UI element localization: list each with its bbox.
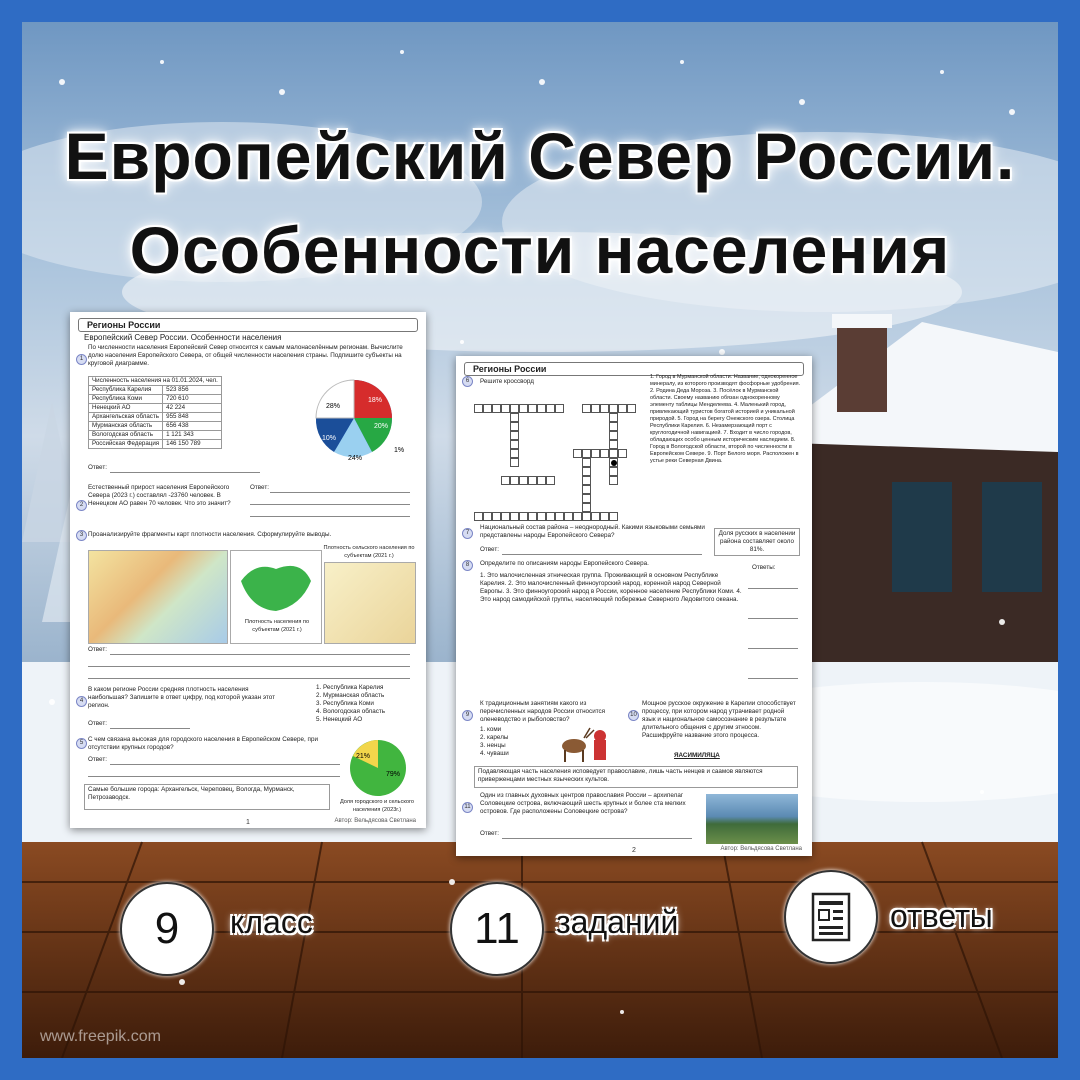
task9-options bbox=[480, 726, 509, 758]
table-row: Вологодская область 1 121 343 bbox=[89, 431, 222, 440]
task10-text: Мощное русское окружение в Карелии способствует процессу, при котором народ утрачивает родной язык и национальное самосознание в результате длительного общения с другим этносом. Расшифруйте название этого процесса. bbox=[642, 700, 796, 739]
page-number: 1 bbox=[246, 819, 250, 826]
answer-line[interactable] bbox=[88, 776, 340, 777]
pie-label: 18% bbox=[368, 397, 383, 404]
answer-label: Ответ: bbox=[88, 720, 107, 727]
task-number-7: 7 bbox=[462, 528, 473, 539]
answer-line[interactable] bbox=[748, 588, 798, 589]
answer-line[interactable] bbox=[250, 504, 410, 505]
map-title-left: Плотность населения по субъектам (2021 г.) bbox=[244, 619, 310, 633]
sheet-header: Регионы России bbox=[464, 362, 804, 376]
answer-line[interactable] bbox=[88, 678, 410, 679]
religion-note: Подавляющая часть населения исповедует православие, лишь часть ненцев и саамов являются приверженцами местных языческих культов. bbox=[478, 768, 763, 783]
table-row: Российская Федерация 146 150 789 bbox=[89, 440, 222, 449]
option-item: 1. коми bbox=[480, 726, 502, 733]
solovetsky-photo bbox=[706, 794, 798, 844]
pie-label: 28% bbox=[326, 403, 341, 410]
donut-label: 79% bbox=[386, 771, 401, 778]
task2-text: Естественный прирост населения Европейского Севера (2023 г.) составлял -23760 человек. В Ненецком АО равен 70 человек. Что это значит? bbox=[88, 484, 231, 507]
density-map-1 bbox=[88, 550, 228, 644]
answers-label: Ответы: bbox=[752, 564, 776, 571]
table-row: Архангельская область 955 848 bbox=[89, 413, 222, 422]
answers-badge bbox=[784, 870, 878, 964]
task11-text: Один из главных духовных центров православия России – архипелаг Соловецкие острова, включающий шесть крупных и более ста мелких островов. Где расположены Соловецкие острова? bbox=[480, 792, 686, 815]
task-number-6: 6 bbox=[462, 376, 473, 387]
task4-options bbox=[316, 684, 385, 724]
answer-line[interactable] bbox=[110, 764, 340, 765]
sheet-header: Регионы России bbox=[78, 318, 418, 332]
sheet-subtitle: Европейский Север России. Особенности населения bbox=[84, 333, 282, 342]
task-number-2: 2 bbox=[76, 500, 87, 511]
donut-label: 21% bbox=[356, 753, 371, 760]
task4-text: В каком регионе России средняя плотность населения наибольшая? Запишите в ответ цифру, под которой указан этот регион. bbox=[88, 686, 275, 709]
pie-label: 20% bbox=[374, 423, 389, 430]
answer-label: Ответ: bbox=[250, 484, 269, 491]
pie-label: 1% bbox=[394, 447, 405, 454]
task-number-4: 4 bbox=[76, 696, 87, 707]
reindeer-herder-illustration bbox=[556, 724, 612, 764]
task8-descriptions: 1. Это малочисленная этническая группа. Проживающий в основном Республике Карелия. 2. Это малочисленный финноугорский народ, коренной народ Северной Европы. 3. Это финноугорский народ в России, коренное население Республики Коми. 4. Это народ самодийской группы, населяющий побережье Северного Ледовитого океана. bbox=[480, 572, 742, 603]
grade-label: класс bbox=[230, 904, 313, 940]
answer-line[interactable] bbox=[748, 648, 798, 649]
tasks-count-label: заданий bbox=[556, 904, 679, 940]
pie-chart bbox=[294, 370, 414, 470]
task5-text: С чем связана высокая для городского населения в Европейском Севере, при отсутствии крупных городов? bbox=[88, 736, 318, 751]
tasks-count-value: 11 bbox=[474, 904, 520, 953]
tasks-count-badge bbox=[450, 882, 544, 976]
worksheet-page-1 bbox=[70, 312, 426, 828]
task-number-1: 1 bbox=[76, 354, 87, 365]
option-item: 4. Вологодская область bbox=[316, 708, 386, 715]
answer-label: Ответ: bbox=[480, 546, 499, 553]
grade-badge bbox=[120, 882, 214, 976]
option-item: 5. Ненецкий АО bbox=[316, 716, 363, 723]
task9-text: К традиционным занятиям какого из перечисленных народов России относится оленеводство и рыболовство? bbox=[480, 700, 606, 723]
crossword-clues: 1. Город в Мурманской области. Название, однокоренное минералу, из которого производят фосфорные удобрения. 2. Родина Деда Мороза. 3. Посёлок в Мурманской области. Своему названию обязан однокоренному элементу таблицы Менделеева. 4. Маленький город, привлекающий туристов богатой историей и уникальной природой. 5. Город на берегу Онежского озера. Столица Республики Карелия. 6. Незамерзающий порт с круглогодичной навигацией. 7. Входит в число городов, обладающих особо ценным историческим наследием. 8. Город в Вологодской области, второй по численности в Европейском Севере. 9. Порт Белого моря. Расположен в устье реки Северная Двина. bbox=[650, 374, 801, 464]
donut-caption: Доля городского и сельского населения (2023г.) bbox=[339, 799, 415, 813]
task6-text: Решите кроссворд bbox=[480, 378, 534, 385]
answer-label: Ответ: bbox=[88, 464, 107, 471]
document-icon bbox=[811, 892, 851, 942]
task-number-5: 5 bbox=[76, 738, 87, 749]
density-map-3 bbox=[324, 562, 416, 644]
task-number-10: 10 bbox=[628, 710, 639, 721]
option-item: 3. Республика Коми bbox=[316, 700, 374, 707]
task7-note: Доля русских в населении района составляет около 81%. bbox=[718, 530, 796, 553]
page-number: 2 bbox=[632, 847, 636, 854]
author-credit: Автор: Вельдясова Светлана bbox=[720, 846, 802, 852]
table-row: Мурманская область 656 438 bbox=[89, 422, 222, 431]
option-item: 4. чуваши bbox=[480, 750, 509, 757]
task1-text: По численности населения Европейский Север относится к самым малонаселённым регионам. Вычислите долю населения Европейского Севера, от общей численности населения страны. Подпишите субъекты на круговой диаграмме. bbox=[88, 344, 403, 367]
answer-line[interactable] bbox=[270, 492, 410, 493]
table-row: Республика Коми 720 610 bbox=[89, 395, 222, 404]
answer-line[interactable] bbox=[110, 654, 410, 655]
map-title-right: Плотность сельского населения по субъектам (2021 г.) bbox=[323, 545, 415, 559]
option-item: 3. ненцы bbox=[480, 742, 506, 749]
task10-scrambled-word: ЯАСИМИЛЯЦА bbox=[674, 752, 720, 759]
grade-value: 9 bbox=[154, 904, 180, 953]
task8-text: Определите по описаниям народы Европейского Севера. bbox=[480, 560, 649, 567]
task7-text: Национальный состав района – неоднородный. Какими языковыми семьями представлены народы Европейского Севера? bbox=[480, 524, 705, 539]
table-row: Республика Карелия 523 856 bbox=[89, 386, 222, 395]
donut-chart bbox=[346, 736, 410, 800]
option-item: 2. Мурманская область bbox=[316, 692, 385, 699]
answer-line[interactable] bbox=[250, 516, 410, 517]
task-number-8: 8 bbox=[462, 560, 473, 571]
task-number-3: 3 bbox=[76, 530, 87, 541]
task-number-9: 9 bbox=[462, 710, 473, 721]
task5-note: Самые большие города: Архангельск, Череповец, Вологда, Мурманск, Петрозаводск. bbox=[88, 786, 295, 801]
pie-label: 10% bbox=[322, 435, 337, 442]
answer-line[interactable] bbox=[502, 838, 692, 839]
author-credit: Автор: Вельдясова Светлана bbox=[334, 818, 416, 824]
task3-text: Проанализируйте фрагменты карт плотности населения. Сформулируйте выводы. bbox=[88, 531, 332, 538]
watermark: www.freepik.com bbox=[40, 1028, 161, 1045]
pie-label: 24% bbox=[348, 455, 363, 462]
option-item: 2. карелы bbox=[480, 734, 509, 741]
answer-label: Ответ: bbox=[480, 830, 499, 837]
answer-line[interactable] bbox=[748, 678, 798, 679]
page-title-line2: Особенности населения bbox=[129, 213, 951, 287]
page-title-line1: Европейский Север России. bbox=[64, 119, 1016, 193]
answer-line[interactable] bbox=[88, 666, 410, 667]
answer-label: Ответ: bbox=[88, 646, 107, 653]
answer-line[interactable] bbox=[502, 554, 702, 555]
answer-label: Ответ: bbox=[88, 756, 107, 763]
task-number-11: 11 bbox=[462, 802, 473, 813]
option-item: 1. Республика Карелия bbox=[316, 684, 384, 691]
population-table bbox=[88, 376, 222, 449]
table-header: Численность населения на 01.01.2024, чел. bbox=[89, 377, 222, 386]
worksheet-page-2 bbox=[456, 356, 812, 856]
table-row: Ненецкий АО 42 224 bbox=[89, 404, 222, 413]
answer-line[interactable] bbox=[110, 472, 260, 473]
answer-line[interactable] bbox=[748, 618, 798, 619]
answer-line[interactable] bbox=[110, 728, 190, 729]
crossword-grid bbox=[474, 396, 644, 526]
answers-label: ответы bbox=[890, 898, 993, 934]
